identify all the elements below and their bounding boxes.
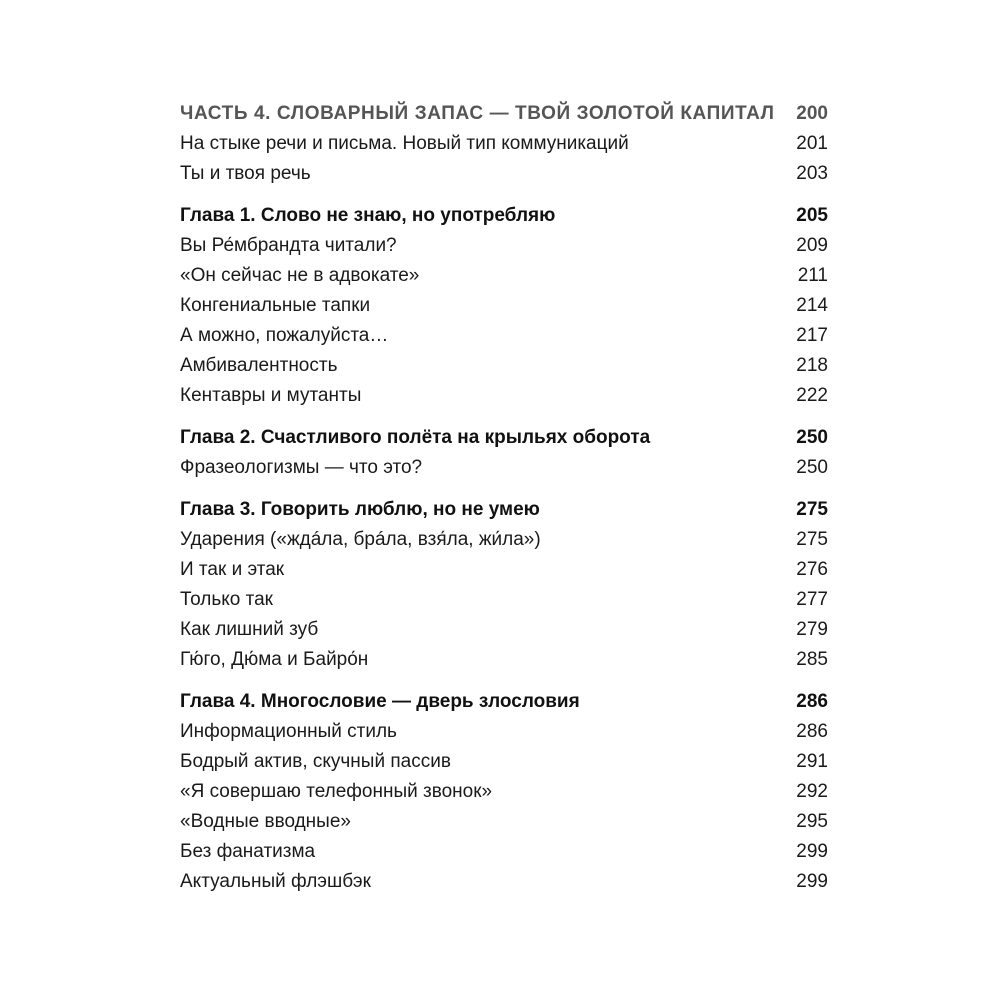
chapter-title: Глава 2. Счастливого полёта на крыльях оборота — [180, 427, 651, 448]
toc-entry-title: «Водные вводные» — [180, 811, 351, 832]
toc-entry — [180, 159, 828, 189]
toc-entry-title: Только так — [180, 589, 273, 610]
toc-entry-page: 285 — [796, 649, 828, 670]
toc-entry — [180, 807, 828, 837]
toc-entry-page: 299 — [796, 871, 828, 892]
toc-entry-page: 299 — [796, 841, 828, 862]
toc-entry-page: 279 — [796, 619, 828, 640]
chapter-section — [180, 201, 828, 411]
toc-entry-page: 209 — [796, 235, 828, 256]
toc-entry-page: 276 — [796, 559, 828, 580]
toc-entry-page: 222 — [796, 385, 828, 406]
toc-entry-page: 250 — [796, 457, 828, 478]
chapter-heading-row — [180, 423, 828, 453]
toc-entry — [180, 453, 828, 483]
toc-entry — [180, 321, 828, 351]
toc-entry — [180, 645, 828, 675]
toc-entry-page: 214 — [796, 295, 828, 316]
chapter-page-number: 205 — [796, 205, 828, 226]
part-page-number: 200 — [796, 103, 828, 124]
toc-entry-page: 277 — [796, 589, 828, 610]
chapter-heading-row — [180, 687, 828, 717]
chapter-page-number: 275 — [796, 499, 828, 520]
chapter-section — [180, 423, 828, 483]
toc-entry-title: Как лишний зуб — [180, 619, 319, 640]
chapter-title: Глава 1. Слово не знаю, но употребляю — [180, 205, 556, 226]
toc-entry — [180, 585, 828, 615]
toc-entry-title: Ты и твоя речь — [180, 163, 311, 184]
toc-entry-page: 275 — [796, 529, 828, 550]
toc-entry-title: А можно, пожалуйста… — [180, 325, 389, 346]
toc-entry — [180, 717, 828, 747]
toc-entry — [180, 381, 828, 411]
toc-entry-page: 211 — [797, 265, 828, 286]
toc-entry-page: 292 — [796, 781, 828, 802]
toc-entry-title: На стыке речи и письма. Новый тип коммуникаций — [180, 133, 629, 154]
toc-entry-title: «Я совершаю телефонный звонок» — [180, 781, 493, 802]
toc-entry-title: Кентавры и мутанты — [180, 385, 362, 406]
toc-entry — [180, 555, 828, 585]
chapter-section — [180, 687, 828, 897]
toc-entry-page: 286 — [796, 721, 828, 742]
toc-entry-title: И так и этак — [180, 559, 285, 580]
chapter-section — [180, 495, 828, 675]
toc-entry — [180, 747, 828, 777]
toc-entry — [180, 525, 828, 555]
chapter-heading-row — [180, 201, 828, 231]
toc-entry — [180, 837, 828, 867]
table-of-contents — [180, 99, 828, 909]
toc-entry-title: Гю́го, Дю́ма и Байро́н — [180, 649, 369, 670]
toc-entry-title: Амбивалентность — [180, 355, 338, 376]
toc-entry-title: Актуальный флэшбэк — [180, 871, 371, 892]
chapter-page-number: 286 — [796, 691, 828, 712]
toc-entry-page: 217 — [796, 325, 828, 346]
toc-entry-title: Информационный стиль — [180, 721, 397, 742]
part-section — [180, 99, 828, 189]
chapter-title: Глава 4. Многословие — дверь злословия — [180, 691, 580, 712]
toc-entry-page: 291 — [796, 751, 828, 772]
toc-entry — [180, 291, 828, 321]
toc-entry-title: «Он сейчас не в адвокате» — [180, 265, 420, 286]
chapter-heading-row — [180, 495, 828, 525]
part-heading-row — [180, 99, 828, 129]
toc-entry — [180, 615, 828, 645]
toc-entry-title: Ударения («ждáла, брáла, взя́ла, жи́ла») — [180, 529, 541, 550]
chapter-page-number: 250 — [796, 427, 828, 448]
toc-entry-page: 203 — [796, 163, 828, 184]
toc-entry-title: Без фанатизма — [180, 841, 316, 862]
toc-entry — [180, 867, 828, 897]
chapter-title: Глава 3. Говорить люблю, но не умею — [180, 499, 540, 520]
toc-entry-page: 201 — [796, 133, 828, 154]
toc-entry-title: Конгениальные тапки — [180, 295, 371, 316]
toc-entry-page: 218 — [796, 355, 828, 376]
toc-entry-title: Вы Ре́мбрандта читали? — [180, 235, 397, 256]
toc-entry — [180, 777, 828, 807]
toc-entry-title: Фразеологизмы — что это? — [180, 457, 423, 478]
toc-entry-page: 295 — [796, 811, 828, 832]
toc-entry-title: Бодрый актив, скучный пассив — [180, 751, 451, 772]
toc-entry — [180, 129, 828, 159]
toc-entry — [180, 231, 828, 261]
toc-entry — [180, 261, 828, 291]
toc-entry — [180, 351, 828, 381]
part-title: ЧАСТЬ 4. СЛОВАРНЫЙ ЗАПАС — ТВОЙ ЗОЛОТОЙ КАПИТАЛ — [180, 103, 775, 124]
